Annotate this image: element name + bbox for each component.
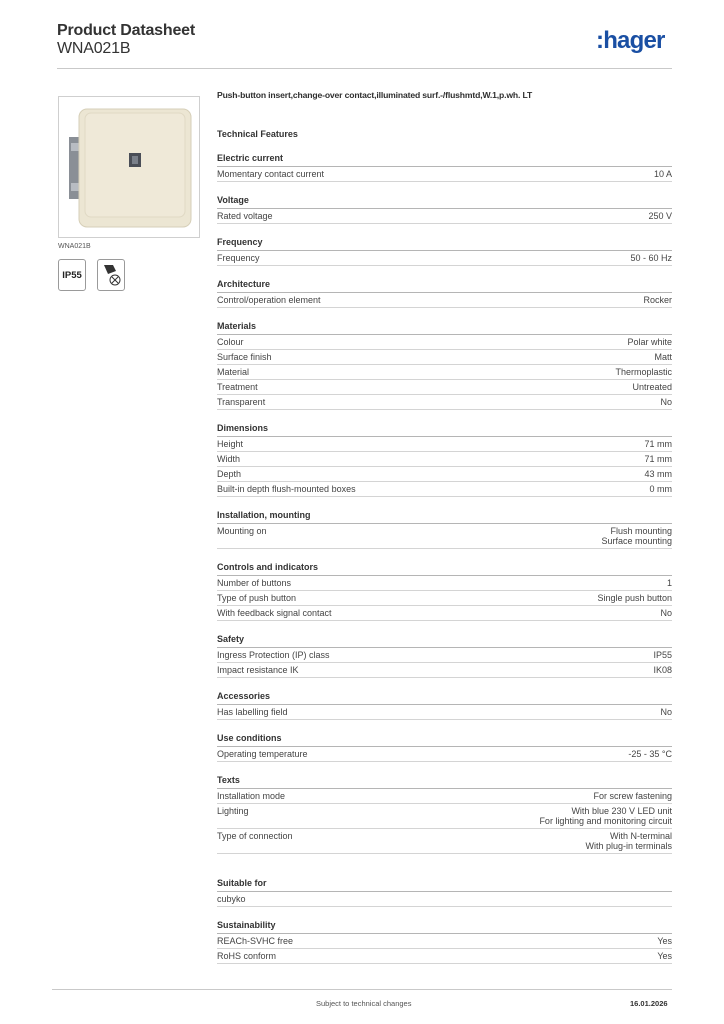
- spec-key: Momentary contact current: [217, 169, 325, 179]
- spec-section: [217, 322, 672, 410]
- header-divider: [57, 68, 672, 69]
- spec-row: [217, 452, 672, 467]
- spec-value: [597, 593, 672, 603]
- spec-key: Control/operation element: [217, 295, 321, 305]
- spec-row: [217, 576, 672, 591]
- section-title: Electric current: [217, 154, 672, 167]
- section-title: Architecture: [217, 280, 672, 293]
- spec-row: [217, 606, 672, 621]
- spec-row: [217, 365, 672, 380]
- spec-value: [644, 439, 672, 449]
- spec-value-line: Thermoplastic: [615, 367, 672, 377]
- spec-value-line: Yes: [657, 936, 672, 946]
- spec-key: Depth: [217, 469, 242, 479]
- spec-key: REACh-SVHC free: [217, 936, 294, 946]
- spec-section: [217, 692, 672, 720]
- spec-row: [217, 747, 672, 762]
- spec-value-line: No: [660, 707, 672, 717]
- spec-section: [217, 563, 672, 621]
- spec-row: [217, 209, 672, 224]
- spec-key: Type of push button: [217, 593, 297, 603]
- spec-value: [627, 337, 672, 347]
- section-title: Accessories: [217, 692, 672, 705]
- section-title: Dimensions: [217, 424, 672, 437]
- spec-value: [667, 578, 672, 588]
- spec-value-line: Single push button: [597, 593, 672, 603]
- section-title: Voltage: [217, 196, 672, 209]
- spec-row: [217, 524, 672, 549]
- spec-value-line: For screw fastening: [593, 791, 672, 801]
- spec-section: [217, 734, 672, 762]
- spec-key: Frequency: [217, 253, 260, 263]
- screw-fixing-icon: [97, 259, 125, 291]
- spec-value-line: 1: [666, 578, 672, 588]
- spec-section: [217, 238, 672, 266]
- section-title: Materials: [217, 322, 672, 335]
- section-title: Texts: [217, 776, 672, 789]
- spec-key: Installation mode: [217, 791, 286, 801]
- spec-value: [539, 806, 672, 826]
- spec-row: [217, 829, 672, 854]
- section-title: Controls and indicators: [217, 563, 672, 576]
- spec-value: [657, 951, 672, 961]
- spec-key: Treatment: [217, 382, 258, 392]
- spec-value-line: 10 A: [653, 169, 672, 179]
- spec-value: [648, 211, 672, 221]
- spec-key: Transparent: [217, 397, 266, 407]
- section-title: Frequency: [217, 238, 672, 251]
- spec-value: [585, 831, 672, 851]
- spec-row: [217, 892, 672, 907]
- photo-caption: WNA021B: [58, 243, 91, 250]
- spec-value: [654, 169, 672, 179]
- spec-value-line: Untreated: [632, 382, 672, 392]
- spec-row: [217, 591, 672, 606]
- spec-row: [217, 789, 672, 804]
- spec-key: Type of connection: [217, 831, 293, 841]
- spec-value: [660, 397, 672, 407]
- spec-key: Built-in depth flush-mounted boxes: [217, 484, 356, 494]
- spec-value: [632, 382, 672, 392]
- spec-key: Mounting on: [217, 526, 267, 536]
- spec-value-line: 43 mm: [644, 469, 672, 479]
- header-title: Product Datasheet: [57, 22, 195, 39]
- spec-key: Rated voltage: [217, 211, 273, 221]
- spec-value-line: 50 - 60 Hz: [630, 253, 672, 263]
- spec-row: [217, 350, 672, 365]
- spec-value-line: -25 - 35 °C: [628, 749, 672, 759]
- spec-section: [217, 776, 672, 854]
- spec-section: [217, 921, 672, 964]
- spec-value: [601, 526, 672, 546]
- section-title: Suitable for: [217, 879, 672, 892]
- spec-value-line: Matt: [654, 352, 672, 362]
- spec-section: [217, 154, 672, 182]
- spec-value-line: For lighting and monitoring circuit: [539, 816, 672, 826]
- spec-section: [217, 196, 672, 224]
- spec-row: [217, 705, 672, 720]
- spec-sections: [217, 154, 672, 964]
- spec-key: RoHS conform: [217, 951, 277, 961]
- spec-row: [217, 467, 672, 482]
- spec-value-line: Yes: [657, 951, 672, 961]
- section-title: Safety: [217, 635, 672, 648]
- spec-key: Number of buttons: [217, 578, 292, 588]
- spec-row: [217, 380, 672, 395]
- spec-row: [217, 437, 672, 452]
- spec-key: Lighting: [217, 806, 249, 816]
- spec-value: [653, 650, 672, 660]
- switch-illustration: [59, 97, 199, 237]
- spec-key: With feedback signal contact: [217, 608, 332, 618]
- spec-value: [660, 608, 672, 618]
- spec-section: [217, 424, 672, 497]
- hager-logo: :hager: [596, 27, 665, 54]
- spec-value: [630, 253, 672, 263]
- spec-value-line: With plug-in terminals: [585, 841, 672, 851]
- spec-value: [643, 295, 672, 305]
- spec-row: [217, 293, 672, 308]
- spec-row: [217, 395, 672, 410]
- spec-value: [644, 469, 672, 479]
- spec-value-line: 71 mm: [644, 454, 672, 464]
- spec-value-line: 250 V: [648, 211, 672, 221]
- spec-value: [593, 791, 672, 801]
- spec-row: [217, 167, 672, 182]
- spec-value: [660, 707, 672, 717]
- spec-value: [650, 484, 673, 494]
- spec-value-line: Rocker: [643, 295, 672, 305]
- technical-features-heading: Technical Features: [217, 129, 298, 139]
- spec-key: Material: [217, 367, 250, 377]
- spec-value-line: With N-terminal: [609, 831, 672, 841]
- section-title: Use conditions: [217, 734, 672, 747]
- spec-value-line: 0 mm: [649, 484, 672, 494]
- spec-row: [217, 648, 672, 663]
- spec-row: [217, 934, 672, 949]
- spec-row: [217, 663, 672, 678]
- spec-value-line: IK08: [653, 665, 672, 675]
- spec-value: [628, 749, 672, 759]
- spec-value-line: No: [660, 608, 672, 618]
- spec-key: Colour: [217, 337, 244, 347]
- spec-section: [217, 511, 672, 549]
- spec-key: Surface finish: [217, 352, 272, 362]
- footer-date: 16.01.2026: [630, 999, 668, 1008]
- spec-key: Has labelling field: [217, 707, 288, 717]
- spec-row: [217, 335, 672, 350]
- footer-note: Subject to technical changes: [316, 999, 412, 1008]
- spec-row: [217, 251, 672, 266]
- spec-key: cubyko: [217, 894, 246, 904]
- spec-row: [217, 949, 672, 964]
- spec-value-line: Flush mounting: [610, 526, 672, 536]
- spec-value: [654, 352, 672, 362]
- spec-key: Height: [217, 439, 244, 449]
- spec-key: Width: [217, 454, 241, 464]
- spec-key: Ingress Protection (IP) class: [217, 650, 330, 660]
- section-title: Installation, mounting: [217, 511, 672, 524]
- section-title: Sustainability: [217, 921, 672, 934]
- spec-section: [217, 280, 672, 308]
- spec-key: Impact resistance IK: [217, 665, 299, 675]
- ip-badge: IP55: [58, 259, 86, 291]
- spec-value-line: With blue 230 V LED unit: [571, 806, 672, 816]
- spec-value-line: Surface mounting: [601, 536, 672, 546]
- product-photo: [58, 96, 200, 238]
- product-code: WNA021B: [57, 40, 131, 57]
- spec-value: [657, 936, 672, 946]
- spec-section: [217, 879, 672, 907]
- spec-value-line: Polar white: [627, 337, 672, 347]
- spec-key: Operating temperature: [217, 749, 308, 759]
- footer-divider: [52, 989, 672, 990]
- spec-row: [217, 482, 672, 497]
- spec-content: [217, 90, 672, 964]
- spec-section: [217, 635, 672, 678]
- spec-row: [217, 804, 672, 829]
- spec-value: [644, 454, 672, 464]
- product-description: Push-button insert,change-over contact,illuminated surf.-/flushmtd,W.1,p.wh. LT: [217, 90, 533, 100]
- spec-value-line: No: [660, 397, 672, 407]
- spec-value-line: 71 mm: [644, 439, 672, 449]
- spec-value: [615, 367, 672, 377]
- spec-value-line: IP55: [653, 650, 672, 660]
- spec-value: [653, 665, 672, 675]
